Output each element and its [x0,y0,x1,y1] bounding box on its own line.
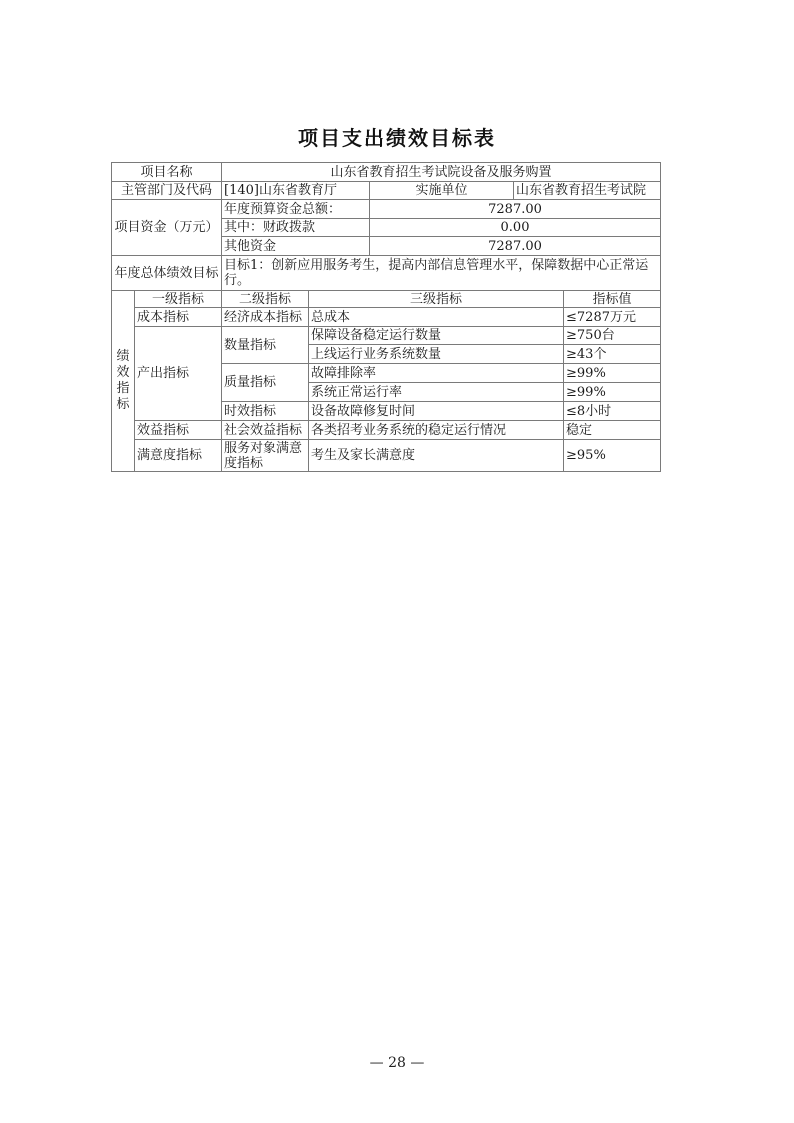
implementing-unit-value: 山东省教育招生考试院 [514,182,661,200]
header-level3: 三级指标 [309,291,564,308]
indicator-row [112,327,661,345]
indicator-value: ≥99% [564,364,661,383]
level1-indicator: 产出指标 [135,327,222,421]
indicators-section-label: 绩效指标 [112,291,135,472]
level3-indicator: 故障排除率 [309,364,564,383]
performance-target-table [111,162,661,472]
department-value: [140]山东省教育厅 [222,182,370,200]
department-label: 主管部门及代码 [112,182,222,200]
page-number: — 28 — [369,1055,425,1071]
implementing-unit-label: 实施单位 [370,182,514,200]
other-funds-value: 7287.00 [370,237,661,256]
level3-indicator: 保障设备稳定运行数量 [309,327,564,345]
annual-goal-label: 年度总体绩效目标 [112,256,222,291]
level3-indicator: 各类招考业务系统的稳定运行情况 [309,421,564,440]
header-level2: 二级指标 [222,291,309,308]
page-title: 项目支出绩效目标表 [298,126,496,150]
level1-indicator: 成本指标 [135,308,222,327]
header-level1: 一级指标 [135,291,222,308]
indicator-header-row [112,291,661,308]
project-name-value: 山东省教育招生考试院设备及服务购置 [222,163,661,182]
other-funds-label: 其他资金 [222,237,370,256]
header-value: 指标值 [564,291,661,308]
level3-indicator: 总成本 [309,308,564,327]
performance-target-table-container [111,162,660,472]
project-funds-label: 项目资金（万元） [112,200,222,256]
indicator-value: ≤8小时 [564,402,661,421]
project-name-label: 项目名称 [112,163,222,182]
fiscal-allocation-value: 0.00 [370,219,661,237]
funds-row [112,200,661,219]
level3-indicator: 考生及家长满意度 [309,440,564,472]
level2-indicator: 质量指标 [222,364,309,402]
annual-budget-value: 7287.00 [370,200,661,219]
project-name-row [112,163,661,182]
department-row [112,182,661,200]
level1-indicator: 满意度指标 [135,440,222,472]
indicator-value: ≥43个 [564,345,661,364]
level3-indicator: 上线运行业务系统数量 [309,345,564,364]
indicator-value: ≥95% [564,440,661,472]
annual-goal-value: 目标1：创新应用服务考生，提高内部信息管理水平，保障数据中心正常运行。 [222,256,661,291]
indicator-row [112,440,661,472]
level2-indicator: 数量指标 [222,327,309,364]
annual-budget-label: 年度预算资金总额： [222,200,370,219]
level2-indicator: 时效指标 [222,402,309,421]
level2-indicator: 社会效益指标 [222,421,309,440]
indicator-value: 稳定 [564,421,661,440]
indicator-row [112,421,661,440]
indicator-value: ≤7287万元 [564,308,661,327]
indicator-value: ≥99% [564,383,661,402]
fiscal-allocation-label: 其中：财政拨款 [222,219,370,237]
indicator-value: ≥750台 [564,327,661,345]
level1-indicator: 效益指标 [135,421,222,440]
level2-indicator: 经济成本指标 [222,308,309,327]
indicator-row [112,308,661,327]
level2-indicator: 服务对象满意度指标 [222,440,309,472]
level3-indicator: 系统正常运行率 [309,383,564,402]
level3-indicator: 设备故障修复时间 [309,402,564,421]
annual-goal-row [112,256,661,291]
